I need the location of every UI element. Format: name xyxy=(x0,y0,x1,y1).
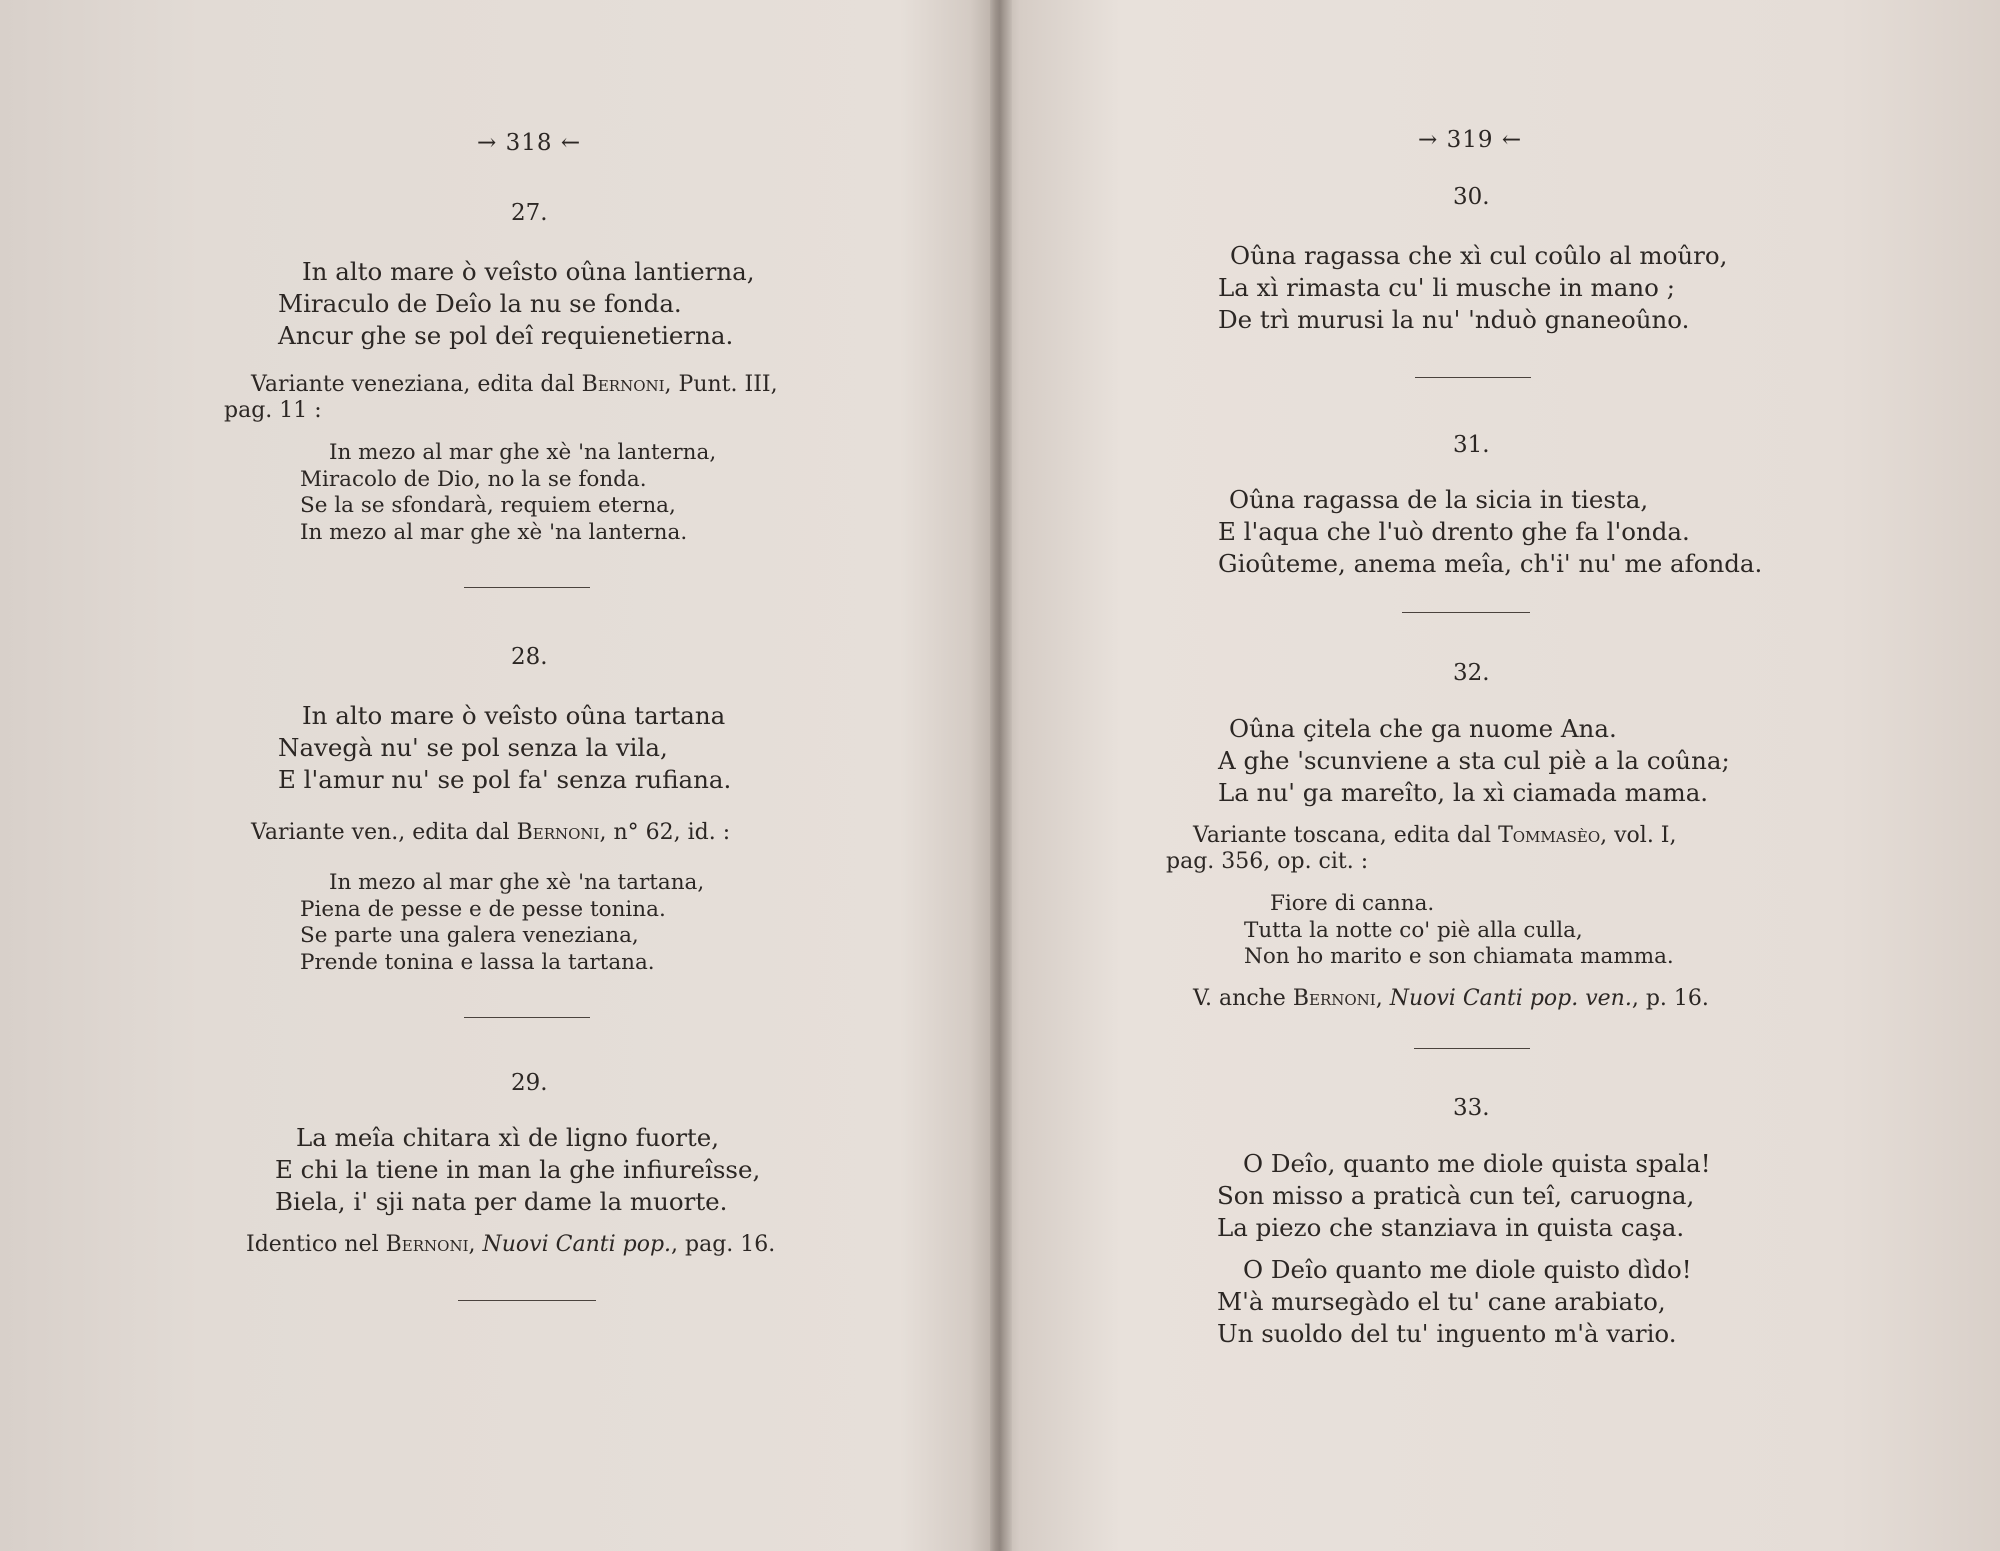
section-divider xyxy=(464,587,590,588)
section-divider xyxy=(1415,377,1531,378)
verse-line: M'à mursegàdo el tu' cane arabiato, xyxy=(1217,1287,1666,1316)
verse-line: La nu' ga mareîto, la xì ciamada mama. xyxy=(1218,778,1709,807)
verse-line: In alto mare ò veîsto oûna lantierna, xyxy=(302,257,755,286)
book-gutter xyxy=(990,0,1012,1551)
note-text: , n° 62, id. : xyxy=(599,820,731,845)
verse-line: Miraculo de Deîo la nu se fonda. xyxy=(278,289,682,318)
verse-line: O Deîo quanto me diole quisto dìdo! xyxy=(1243,1255,1692,1284)
ornament-left-icon: → xyxy=(1418,127,1439,153)
page-number-text: 318 xyxy=(505,130,553,156)
variant-verse xyxy=(300,440,716,546)
variant-note xyxy=(251,372,778,398)
variant-line: In mezo al mar ghe xè 'na lanterna. xyxy=(300,519,688,545)
variant-verse xyxy=(300,870,704,976)
ornament-left-icon: → xyxy=(477,130,498,156)
verse-line: Biela, i' sji nata per dame la muorte. xyxy=(275,1187,728,1216)
note-author: Bernoni xyxy=(581,372,665,397)
variant-note-line2: pag. 11 : xyxy=(224,398,322,423)
page-number xyxy=(1418,127,1522,153)
verse-line: Navegà nu' se pol senza la vila, xyxy=(278,733,668,762)
verse-line: E l'aqua che l'uò drento ghe fa l'onda. xyxy=(1218,517,1690,546)
verse-line: La meîa chitara xì de ligno fuorte, xyxy=(296,1123,720,1152)
source-note: Identico nel Bernoni, Nuovi Canti pop., pag. 16. xyxy=(246,1232,776,1257)
note-author: Bernoni xyxy=(516,820,600,845)
song-verse xyxy=(1218,240,1727,336)
song-number: 30. xyxy=(1453,184,1490,210)
left-page xyxy=(0,0,995,1551)
ornament-right-icon: ← xyxy=(560,130,582,156)
song-verse-stanza2 xyxy=(1217,1254,1692,1350)
note-title: Nuovi Canti pop. ven. xyxy=(1389,986,1632,1011)
song-verse xyxy=(1218,713,1730,809)
song-verse xyxy=(278,256,755,352)
note-text: , vol. I, xyxy=(1600,823,1677,848)
note-text: , Punt. III, xyxy=(664,372,778,397)
verse-line: Gioûteme, anema meîa, ch'i' nu' me afonda. xyxy=(1218,549,1763,578)
verse-line: Oûna ragassa che xì cul coûlo al moûro, xyxy=(1230,241,1728,270)
verse-line: Ancur ghe se pol deî requienetierna. xyxy=(278,321,734,350)
verse-line: De trì murusi la nu' 'nduò gnaneoûno. xyxy=(1218,305,1690,334)
song-verse xyxy=(1218,484,1762,580)
song-number: 28. xyxy=(511,644,548,670)
note-text: Identico nel xyxy=(246,1232,386,1257)
variant-line: Se la se sfondarà, requiem eterna, xyxy=(300,493,676,518)
variant-line: In mezo al mar ghe xè 'na tartana, xyxy=(329,870,705,895)
verse-line: Oûna ragassa de la sicia in tiesta, xyxy=(1229,485,1649,514)
note-author: Tommasèo xyxy=(1498,823,1601,848)
verse-line: In alto mare ò veîsto oûna tartana xyxy=(302,701,726,730)
note-text: , pag. 16. xyxy=(671,1232,776,1257)
note-author: Bernoni xyxy=(385,1232,469,1257)
note-title: Nuovi Canti pop. xyxy=(482,1232,672,1257)
variant-note-line2: pag. 356, op. cit. : xyxy=(1166,849,1369,874)
song-number: 27. xyxy=(511,200,548,226)
song-number: 33. xyxy=(1453,1095,1490,1121)
verse-line: E l'amur nu' se pol fa' senza rufiana. xyxy=(278,765,732,794)
source-note: V. anche Bernoni, Nuovi Canti pop. ven., p. 16. xyxy=(1193,986,1709,1011)
verse-line: Son misso a praticà cun teî, caruogna, xyxy=(1217,1181,1695,1210)
section-divider xyxy=(458,1300,596,1301)
page-number xyxy=(477,130,581,156)
ornament-right-icon: ← xyxy=(1501,127,1523,153)
song-number: 31. xyxy=(1453,432,1490,458)
verse-line: Oûna çitela che ga nuome Ana. xyxy=(1229,714,1617,743)
note-text: Variante veneziana, edita dal xyxy=(251,372,582,397)
variant-line: Fiore di canna. xyxy=(1270,891,1435,916)
variant-line: Prende tonina e lassa la tartana. xyxy=(300,949,655,975)
song-number: 32. xyxy=(1453,660,1490,686)
verse-line: Un suoldo del tu' inguento m'à vario. xyxy=(1217,1319,1677,1348)
variant-note xyxy=(1193,823,1677,849)
verse-line: O Deîo, quanto me diole quista spala! xyxy=(1243,1149,1711,1178)
note-author: Bernoni xyxy=(1292,986,1376,1011)
song-number: 29. xyxy=(511,1070,548,1096)
variant-line: Tutta la notte co' piè alla culla, xyxy=(1244,917,1583,943)
section-divider xyxy=(1402,612,1530,613)
note-text: , p. 16. xyxy=(1631,986,1709,1011)
note-text: Variante toscana, edita dal xyxy=(1193,823,1499,848)
verse-line: La piezo che stanziava in quista caşa. xyxy=(1217,1213,1685,1242)
verse-line: A ghe 'scunviene a sta cul piè a la coûna; xyxy=(1218,746,1730,775)
variant-line: Non ho marito e son chiamata mamma. xyxy=(1244,944,1674,969)
right-page xyxy=(1010,0,2000,1551)
verse-line: E chi la tiene in man la ghe infiureîsse, xyxy=(275,1155,761,1184)
variant-line: In mezo al mar ghe xè 'na lanterna, xyxy=(329,440,717,465)
variant-line: Se parte una galera veneziana, xyxy=(300,923,639,948)
section-divider xyxy=(464,1017,590,1018)
variant-verse xyxy=(1244,891,1674,971)
note-text: V. anche xyxy=(1193,986,1293,1011)
song-verse xyxy=(278,700,732,796)
verse-line: La xì rimasta cu' li musche in mano ; xyxy=(1218,273,1675,302)
song-verse xyxy=(1217,1148,1711,1244)
variant-line: Piena de pesse e de pesse tonina. xyxy=(300,896,666,922)
note-text: Variante ven., edita dal xyxy=(251,820,517,845)
section-divider xyxy=(1414,1048,1530,1049)
page-number-text: 319 xyxy=(1446,127,1494,153)
variant-note xyxy=(251,820,730,846)
song-verse xyxy=(275,1122,761,1218)
variant-line: Miracolo de Dio, no la se fonda. xyxy=(300,466,647,492)
